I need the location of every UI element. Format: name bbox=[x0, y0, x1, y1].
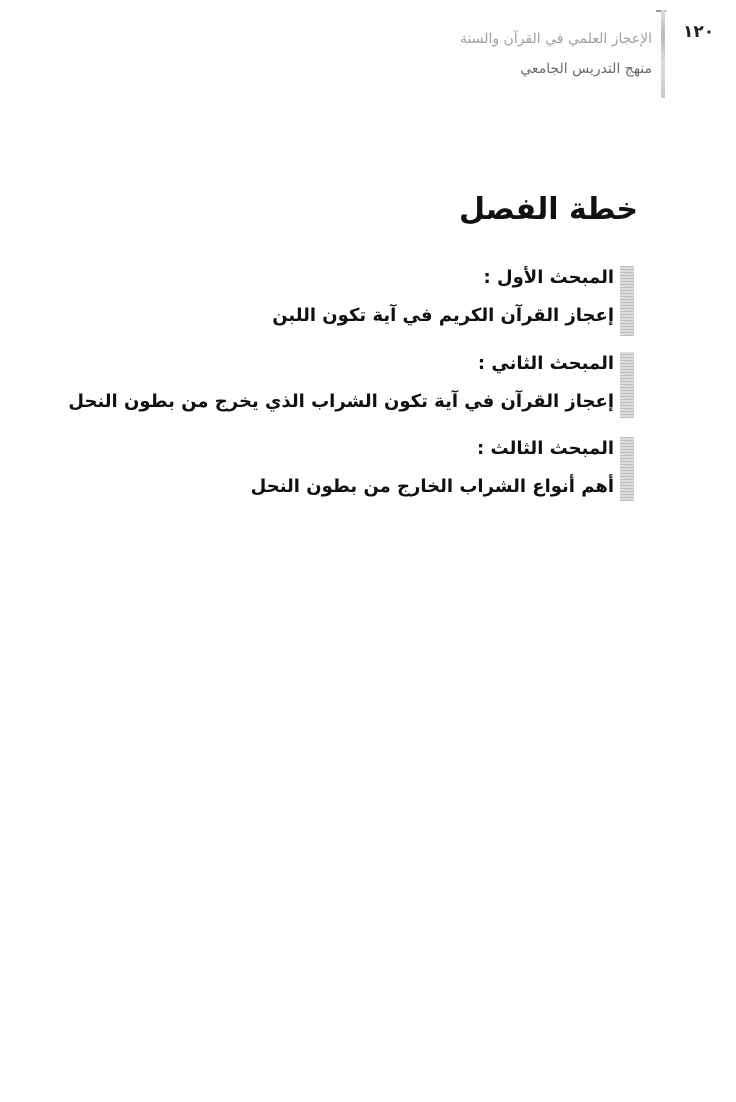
header-divider bbox=[661, 10, 665, 98]
section-text: أهم أنواع الشراب الخارج من بطون النحل bbox=[250, 476, 614, 497]
section-heading: المبحث الثاني : bbox=[477, 353, 614, 374]
section-heading: المبحث الثالث : bbox=[477, 438, 614, 459]
page-number: ١٢٠ bbox=[683, 22, 715, 42]
section-text: إعجاز القرآن الكريم في آية تكون اللبن bbox=[272, 305, 614, 326]
section-item bbox=[68, 352, 614, 414]
section-marker-bar bbox=[620, 352, 634, 418]
section-marker-bar bbox=[620, 437, 634, 501]
running-head-book-title: الإعجاز العلمي في القرآن والسنة bbox=[459, 31, 652, 47]
section-item bbox=[272, 266, 614, 328]
section-marker-bar bbox=[620, 266, 634, 336]
running-head-series-title: منهج التدريس الجامعي bbox=[520, 61, 652, 77]
chapter-title: خطة الفصل bbox=[459, 192, 638, 227]
section-item bbox=[251, 437, 614, 499]
section-heading: المبحث الأول : bbox=[483, 267, 614, 288]
section-text: إعجاز القرآن في آية تكون الشراب الذي يخرج من بطون النحل bbox=[68, 391, 614, 412]
